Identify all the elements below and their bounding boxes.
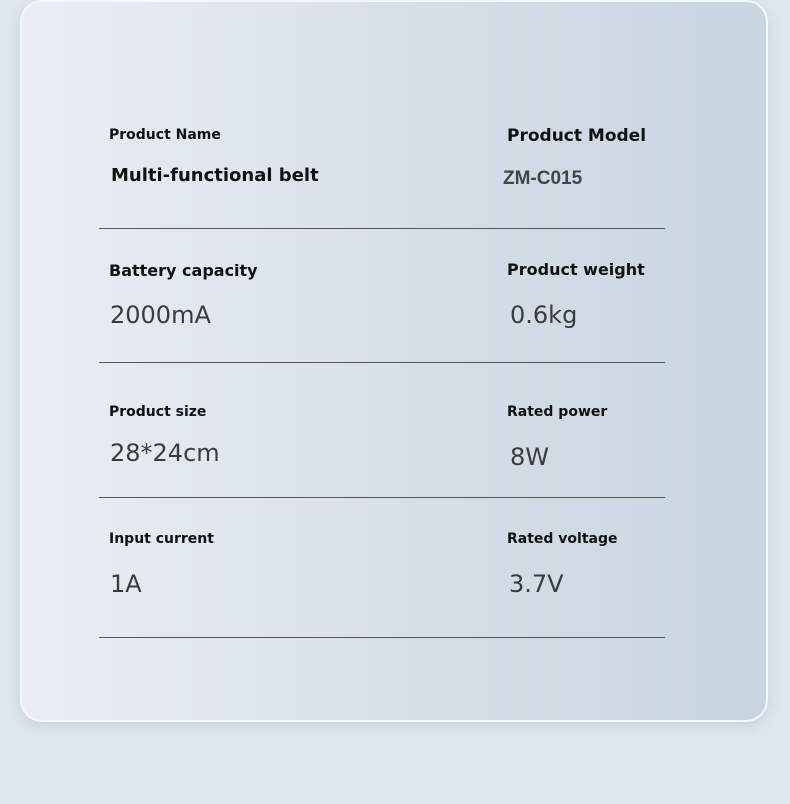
rated-voltage-value: 3.7V <box>509 570 564 598</box>
divider-3 <box>99 497 665 498</box>
battery-capacity-value: 2000mA <box>110 301 211 329</box>
product-model-label: Product Model <box>507 126 647 146</box>
product-name-value: Multi-functional belt <box>111 165 319 186</box>
battery-capacity-label: Battery capacity <box>109 261 258 280</box>
product-size-value: 28*24cm <box>110 439 220 467</box>
product-name-label: Product Name <box>109 127 221 143</box>
rated-voltage-label: Rated voltage <box>507 531 618 547</box>
spec-card <box>20 0 768 722</box>
product-weight-label: Product weight <box>507 260 645 279</box>
rated-power-label: Rated power <box>507 404 608 420</box>
divider-2 <box>99 362 665 363</box>
input-current-value: 1A <box>110 570 142 598</box>
product-size-label: Product size <box>109 404 207 420</box>
divider-4 <box>99 637 665 638</box>
product-model-value: ZM-C015 <box>503 168 583 189</box>
product-weight-value: 0.6kg <box>510 301 578 329</box>
input-current-label: Input current <box>109 531 214 547</box>
rated-power-value: 8W <box>510 443 549 471</box>
divider-1 <box>99 228 665 229</box>
